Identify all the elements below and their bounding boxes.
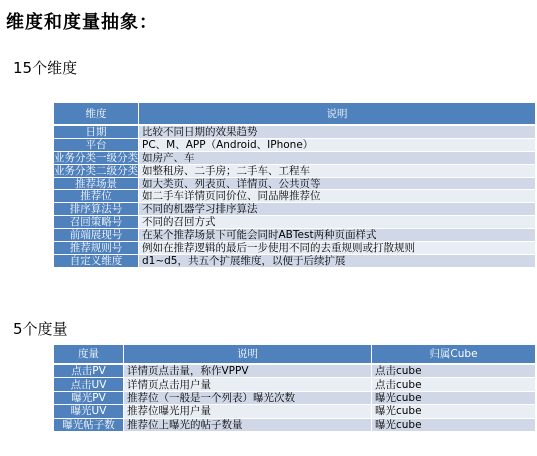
row-key-cell: 排序算法号 [54,203,139,216]
row-value-cell: 详情页点击量，称作VPPV [124,365,372,378]
table-header-row [54,345,536,365]
table-row [54,190,536,203]
row-key-cell: 曝光帖子数 [54,419,124,432]
row-key-cell: 点击UV [54,378,124,391]
row-value-cell: 不同的召回方式 [139,216,536,229]
table-row [54,216,536,229]
row-value-cell: 例如在推荐逻辑的最后一步使用不同的去重规则或打散规则 [139,242,536,255]
row-value-cell: 不同的机器学习排序算法 [139,203,536,216]
table-row [54,203,536,216]
row-value-cell: 曝光cube [372,419,536,432]
table-row [54,165,536,178]
row-value-cell: 推荐位（一般是一个列表）曝光次数 [124,392,372,405]
row-value-cell: 详情页点击用户量 [124,378,372,391]
row-key-cell: 召回策略号 [54,216,139,229]
row-value-cell: d1~d5，共五个扩展维度，以便于后续扩展 [139,255,536,268]
column-header-cube: 归属Cube [372,345,536,365]
row-key-cell: 自定义维度 [54,255,139,268]
column-header-dimension: 维度 [54,103,139,126]
row-value-cell: 点击cube [372,365,536,378]
row-value-cell: 点击cube [372,378,536,391]
row-value-cell: 曝光cube [372,405,536,418]
row-key-cell: 平台 [54,139,139,152]
row-value-cell: PC、M、APP（Android、IPhone） [139,139,536,152]
row-key-cell: 前端展现号 [54,229,139,242]
row-key-cell: 推荐位 [54,190,139,203]
dimensions-table [54,103,536,268]
column-header-description: 说明 [139,103,536,126]
dimensions-heading: 15个维度 [13,59,78,77]
row-value-cell: 在某个推荐场景下可能会同时ABTest两种页面样式 [139,229,536,242]
table-row [54,126,536,139]
table-row [54,405,536,418]
row-value-cell: 如房产、车 [139,152,536,165]
table-header-row [54,103,536,126]
row-key-cell: 曝光UV [54,405,124,418]
table-row [54,378,536,391]
row-key-cell: 推荐规则号 [54,242,139,255]
table-row [54,178,536,191]
row-value-cell: 曝光cube [372,392,536,405]
row-value-cell: 推荐位曝光用户量 [124,405,372,418]
row-key-cell: 业务分类一级分类 [54,151,138,164]
table-row [54,139,536,152]
row-value-cell: 如大类页、列表页、详情页、公共页等 [139,178,536,191]
row-key-cell: 业务分类二级分类 [54,164,138,177]
table-row [54,152,536,165]
table-row [54,419,536,432]
table-row [54,255,536,268]
row-value-cell: 如整租房、二手房；二手车、工程车 [139,165,536,178]
table-row [54,365,536,378]
measures-table [54,345,536,432]
measures-heading: 5个度量 [13,320,68,338]
row-value-cell: 如二手车详情页同价位、同品牌推荐位 [139,190,536,203]
page-title: 维度和度量抽象： [6,12,158,33]
row-value-cell: 比较不同日期的效果趋势 [139,126,536,139]
table-row [54,229,536,242]
row-key-cell: 日期 [54,126,139,139]
column-header-measure: 度量 [54,345,124,365]
table-row [54,392,536,405]
row-value-cell: 推荐位上曝光的帖子数量 [124,419,372,432]
row-key-cell: 推荐场景 [54,178,139,191]
row-key-cell: 曝光PV [54,392,124,405]
column-header-description: 说明 [124,345,372,365]
row-key-cell: 点击PV [54,365,124,378]
table-row [54,242,536,255]
